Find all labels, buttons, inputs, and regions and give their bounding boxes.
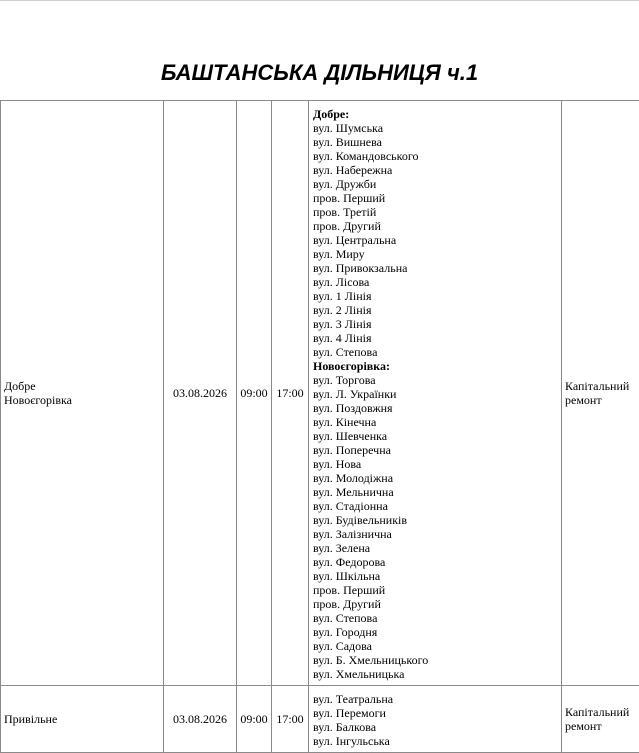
village-heading: Добре:	[313, 107, 558, 121]
locality-label: Новоєгорівка	[4, 393, 72, 407]
street-item: вул. Шкільна	[313, 569, 558, 583]
street-item: пров. Перший	[313, 583, 558, 597]
street-item: вул. Шумська	[313, 121, 558, 135]
start-time-cell: 09:00	[237, 686, 272, 753]
street-item: вул. Степова	[313, 611, 558, 625]
date-cell: 03.08.2026	[164, 686, 237, 753]
village-heading: Новоєгорівка:	[313, 359, 558, 373]
street-item: пров. Другий	[313, 597, 558, 611]
street-item: вул. 2 Лінія	[313, 303, 558, 317]
street-item: вул. Федорова	[313, 555, 558, 569]
street-item: вул. Шевченка	[313, 429, 558, 443]
street-item: пров. Третій	[313, 205, 558, 219]
street-item: вул. Б. Хмельницького	[313, 653, 558, 667]
street-item: вул. Вишнева	[313, 135, 558, 149]
reason-label: ремонт	[565, 719, 602, 733]
street-item: вул. Будівельників	[313, 513, 558, 527]
start-time-cell: 09:00	[237, 101, 272, 686]
street-item: вул. Поперечна	[313, 443, 558, 457]
street-item: вул. Зелена	[313, 541, 558, 555]
reason-cell	[562, 101, 639, 686]
top-divider	[0, 0, 639, 1]
reason-label: Капітальний	[565, 705, 629, 719]
street-item: вул. Хмельницька	[313, 667, 558, 681]
street-item: вул. Л. Українки	[313, 387, 558, 401]
street-item: вул. Поздовжня	[313, 401, 558, 415]
table-row	[1, 686, 639, 753]
street-item: вул. Залізнична	[313, 527, 558, 541]
streets-cell	[309, 101, 562, 686]
street-item: вул. Лісова	[313, 275, 558, 289]
street-item: вул. Центральна	[313, 233, 558, 247]
reason-cell	[562, 686, 639, 753]
reason-label: Капітальний	[565, 379, 629, 393]
street-item: вул. Інгульська	[313, 734, 558, 748]
locality-cell	[1, 686, 164, 753]
street-item: вул. Городня	[313, 625, 558, 639]
street-item: вул. Набережна	[313, 163, 558, 177]
street-item: вул. Мельнична	[313, 485, 558, 499]
table-row	[1, 101, 639, 686]
street-item: вул. Миру	[313, 247, 558, 261]
street-item: вул. Нова	[313, 457, 558, 471]
street-item: вул. Театральна	[313, 692, 558, 706]
street-item: вул. Привокзальна	[313, 261, 558, 275]
street-item: вул. Степова	[313, 345, 558, 359]
street-item: вул. Дружби	[313, 177, 558, 191]
date-cell: 03.08.2026	[164, 101, 237, 686]
street-item: вул. Перемоги	[313, 706, 558, 720]
reason-label: ремонт	[565, 393, 602, 407]
outage-schedule-table	[0, 100, 639, 753]
page-title: БАШТАНСЬКА ДІЛЬНИЦЯ ч.1	[0, 57, 639, 89]
locality-label: Добре	[4, 379, 36, 393]
street-item: вул. Кінечна	[313, 415, 558, 429]
street-item: вул. Командовського	[313, 149, 558, 163]
street-item: вул. 4 Лінія	[313, 331, 558, 345]
locality-cell	[1, 101, 164, 686]
street-item: вул. Садова	[313, 639, 558, 653]
street-item: вул. Стадіонна	[313, 499, 558, 513]
locality-label: Привільне	[4, 712, 57, 726]
end-time-cell: 17:00	[272, 101, 309, 686]
street-item: вул. Молодіжна	[313, 471, 558, 485]
street-item: пров. Другий	[313, 219, 558, 233]
street-item: вул. 3 Лінія	[313, 317, 558, 331]
street-item: пров. Перший	[313, 191, 558, 205]
street-item: вул. Балкова	[313, 720, 558, 734]
end-time-cell: 17:00	[272, 686, 309, 753]
streets-cell	[309, 686, 562, 753]
street-item: вул. 1 Лінія	[313, 289, 558, 303]
street-item: вул. Торгова	[313, 373, 558, 387]
